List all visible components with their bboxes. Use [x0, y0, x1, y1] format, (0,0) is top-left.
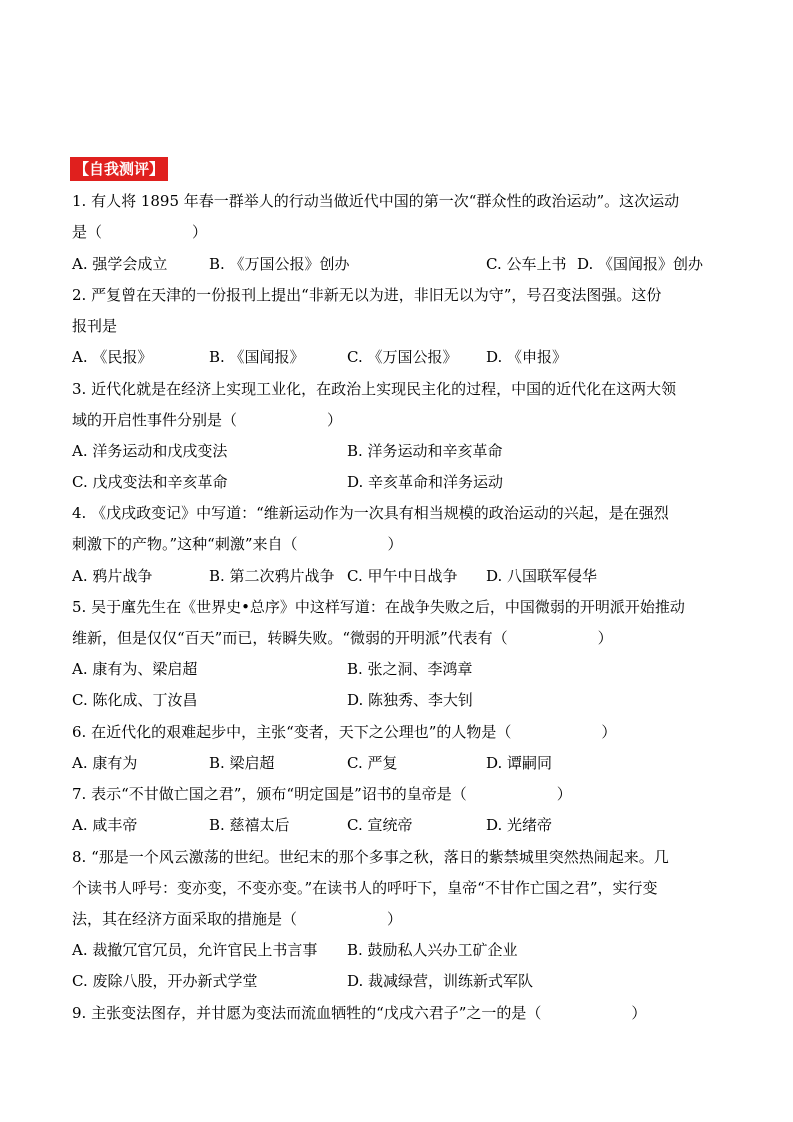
question-4-option-d: D. 八国联军侵华 [486, 567, 598, 585]
question-2-option-a: A. 《民报》 [72, 348, 153, 366]
question-3-option-c: C. 戊戌变法和辛亥革命 [72, 473, 228, 491]
question-7-option-c: C. 宣统帝 [347, 816, 413, 834]
question-4-stem-line-2: 刺激下的产物。”这种“刺激”来自（ ） [72, 535, 403, 553]
question-3-stem-line-1: 3. 近代化就是在经济上实现工业化，在政治上实现民主化的过程，中国的近代化在这两大领 [72, 380, 677, 398]
question-4-option-a: A. 鸦片战争 [72, 567, 153, 585]
question-3-option-d: D. 辛亥革命和洋务运动 [347, 473, 504, 491]
question-3-stem-line-2: 域的开启性事件分别是（ ） [72, 411, 343, 429]
question-4-stem-line-1: 4. 《戊戌政变记》中写道：“维新运动作为一次具有相当规模的政治运动的兴起，是在强烈 [72, 504, 669, 522]
question-8-stem-line-1: 8. “那是一个风云激荡的世纪。世纪末的那个多事之秋，落日的紫禁城里突然热闹起来。几 [72, 848, 669, 866]
question-8-option-b: B. 鼓励私人兴办工矿企业 [347, 941, 518, 959]
question-7-stem-line-1: 7. 表示“不甘做亡国之君”，颁布“明定国是”诏书的皇帝是（ ） [72, 785, 572, 803]
question-4-option-c: C. 甲午中日战争 [347, 567, 458, 585]
question-3-option-a: A. 洋务运动和戊戌变法 [72, 442, 228, 460]
question-6-option-d: D. 谭嗣同 [486, 754, 553, 772]
question-8-stem-line-2: 个读书人呼号：变亦变，不变亦变。”在读书人的呼吁下，皇帝“不甘作亡国之君”，实行变 [72, 879, 658, 897]
question-1-stem-line-2: 是（ ） [72, 223, 208, 241]
question-1-option-c: C. 公车上书 [486, 255, 567, 273]
question-2-option-b: B. 《国闻报》 [209, 348, 305, 366]
question-2-option-c: C. 《万国公报》 [347, 348, 458, 366]
question-8-option-d: D. 裁减绿营，训练新式军队 [347, 972, 534, 990]
question-5-option-b: B. 张之洞、李鸿章 [347, 660, 473, 678]
question-9-stem-line-1: 9. 主张变法图存，并甘愿为变法而流血牺牲的“戊戌六君子”之一的是（ ） [72, 1004, 647, 1022]
question-2-stem-line-2: 报刊是 [72, 317, 118, 335]
question-7-option-a: A. 咸丰帝 [72, 816, 138, 834]
question-5-stem-line-1: 5. 吴于廑先生在《世界史•总序》中这样写道：在战争失败之后，中国微弱的开明派开始推动 [72, 598, 685, 616]
question-3-option-b: B. 洋务运动和辛亥革命 [347, 442, 503, 460]
question-5-option-d: D. 陈独秀、李大钊 [347, 691, 474, 709]
question-1-option-a: A. 强学会成立 [72, 255, 168, 273]
question-6-option-a: A. 康有为 [72, 754, 138, 772]
question-8-stem-line-3: 法，其在经济方面采取的措施是（ ） [72, 910, 403, 928]
question-7-option-b: B. 慈禧太后 [209, 816, 290, 834]
section-title: 【自我测评】 [70, 157, 168, 181]
question-8-option-a: A. 裁撤冗官冗员，允许官民上书言事 [72, 941, 318, 959]
question-5-stem-line-2: 维新，但是仅仅“百天”而已，转瞬失败。“微弱的开明派”代表有（ ） [72, 629, 613, 647]
question-2-option-d: D. 《申报》 [486, 348, 568, 366]
question-4-option-b: B. 第二次鸦片战争 [209, 567, 335, 585]
question-7-option-d: D. 光绪帝 [486, 816, 553, 834]
question-1-option-d: D. 《国闻报》创办 [577, 255, 704, 273]
question-1-option-b: B. 《万国公报》创办 [209, 255, 350, 273]
question-6-option-b: B. 梁启超 [209, 754, 275, 772]
question-2-stem-line-1: 2. 严复曾在天津的一份报刊上提出“非新无以为进，非旧无以为守”，号召变法图强。这份 [72, 286, 662, 304]
question-6-stem-line-1: 6. 在近代化的艰难起步中，主张“变者，天下之公理也”的人物是（ ） [72, 723, 617, 741]
question-5-option-c: C. 陈化成、丁汝昌 [72, 691, 198, 709]
question-1-stem-line-1: 1. 有人将 1895 年春一群举人的行动当做近代中国的第一次“群众性的政治运动”。这次运动 [72, 192, 680, 210]
question-5-option-a: A. 康有为、梁启超 [72, 660, 198, 678]
question-8-option-c: C. 废除八股，开办新式学堂 [72, 972, 258, 990]
question-6-option-c: C. 严复 [347, 754, 398, 772]
